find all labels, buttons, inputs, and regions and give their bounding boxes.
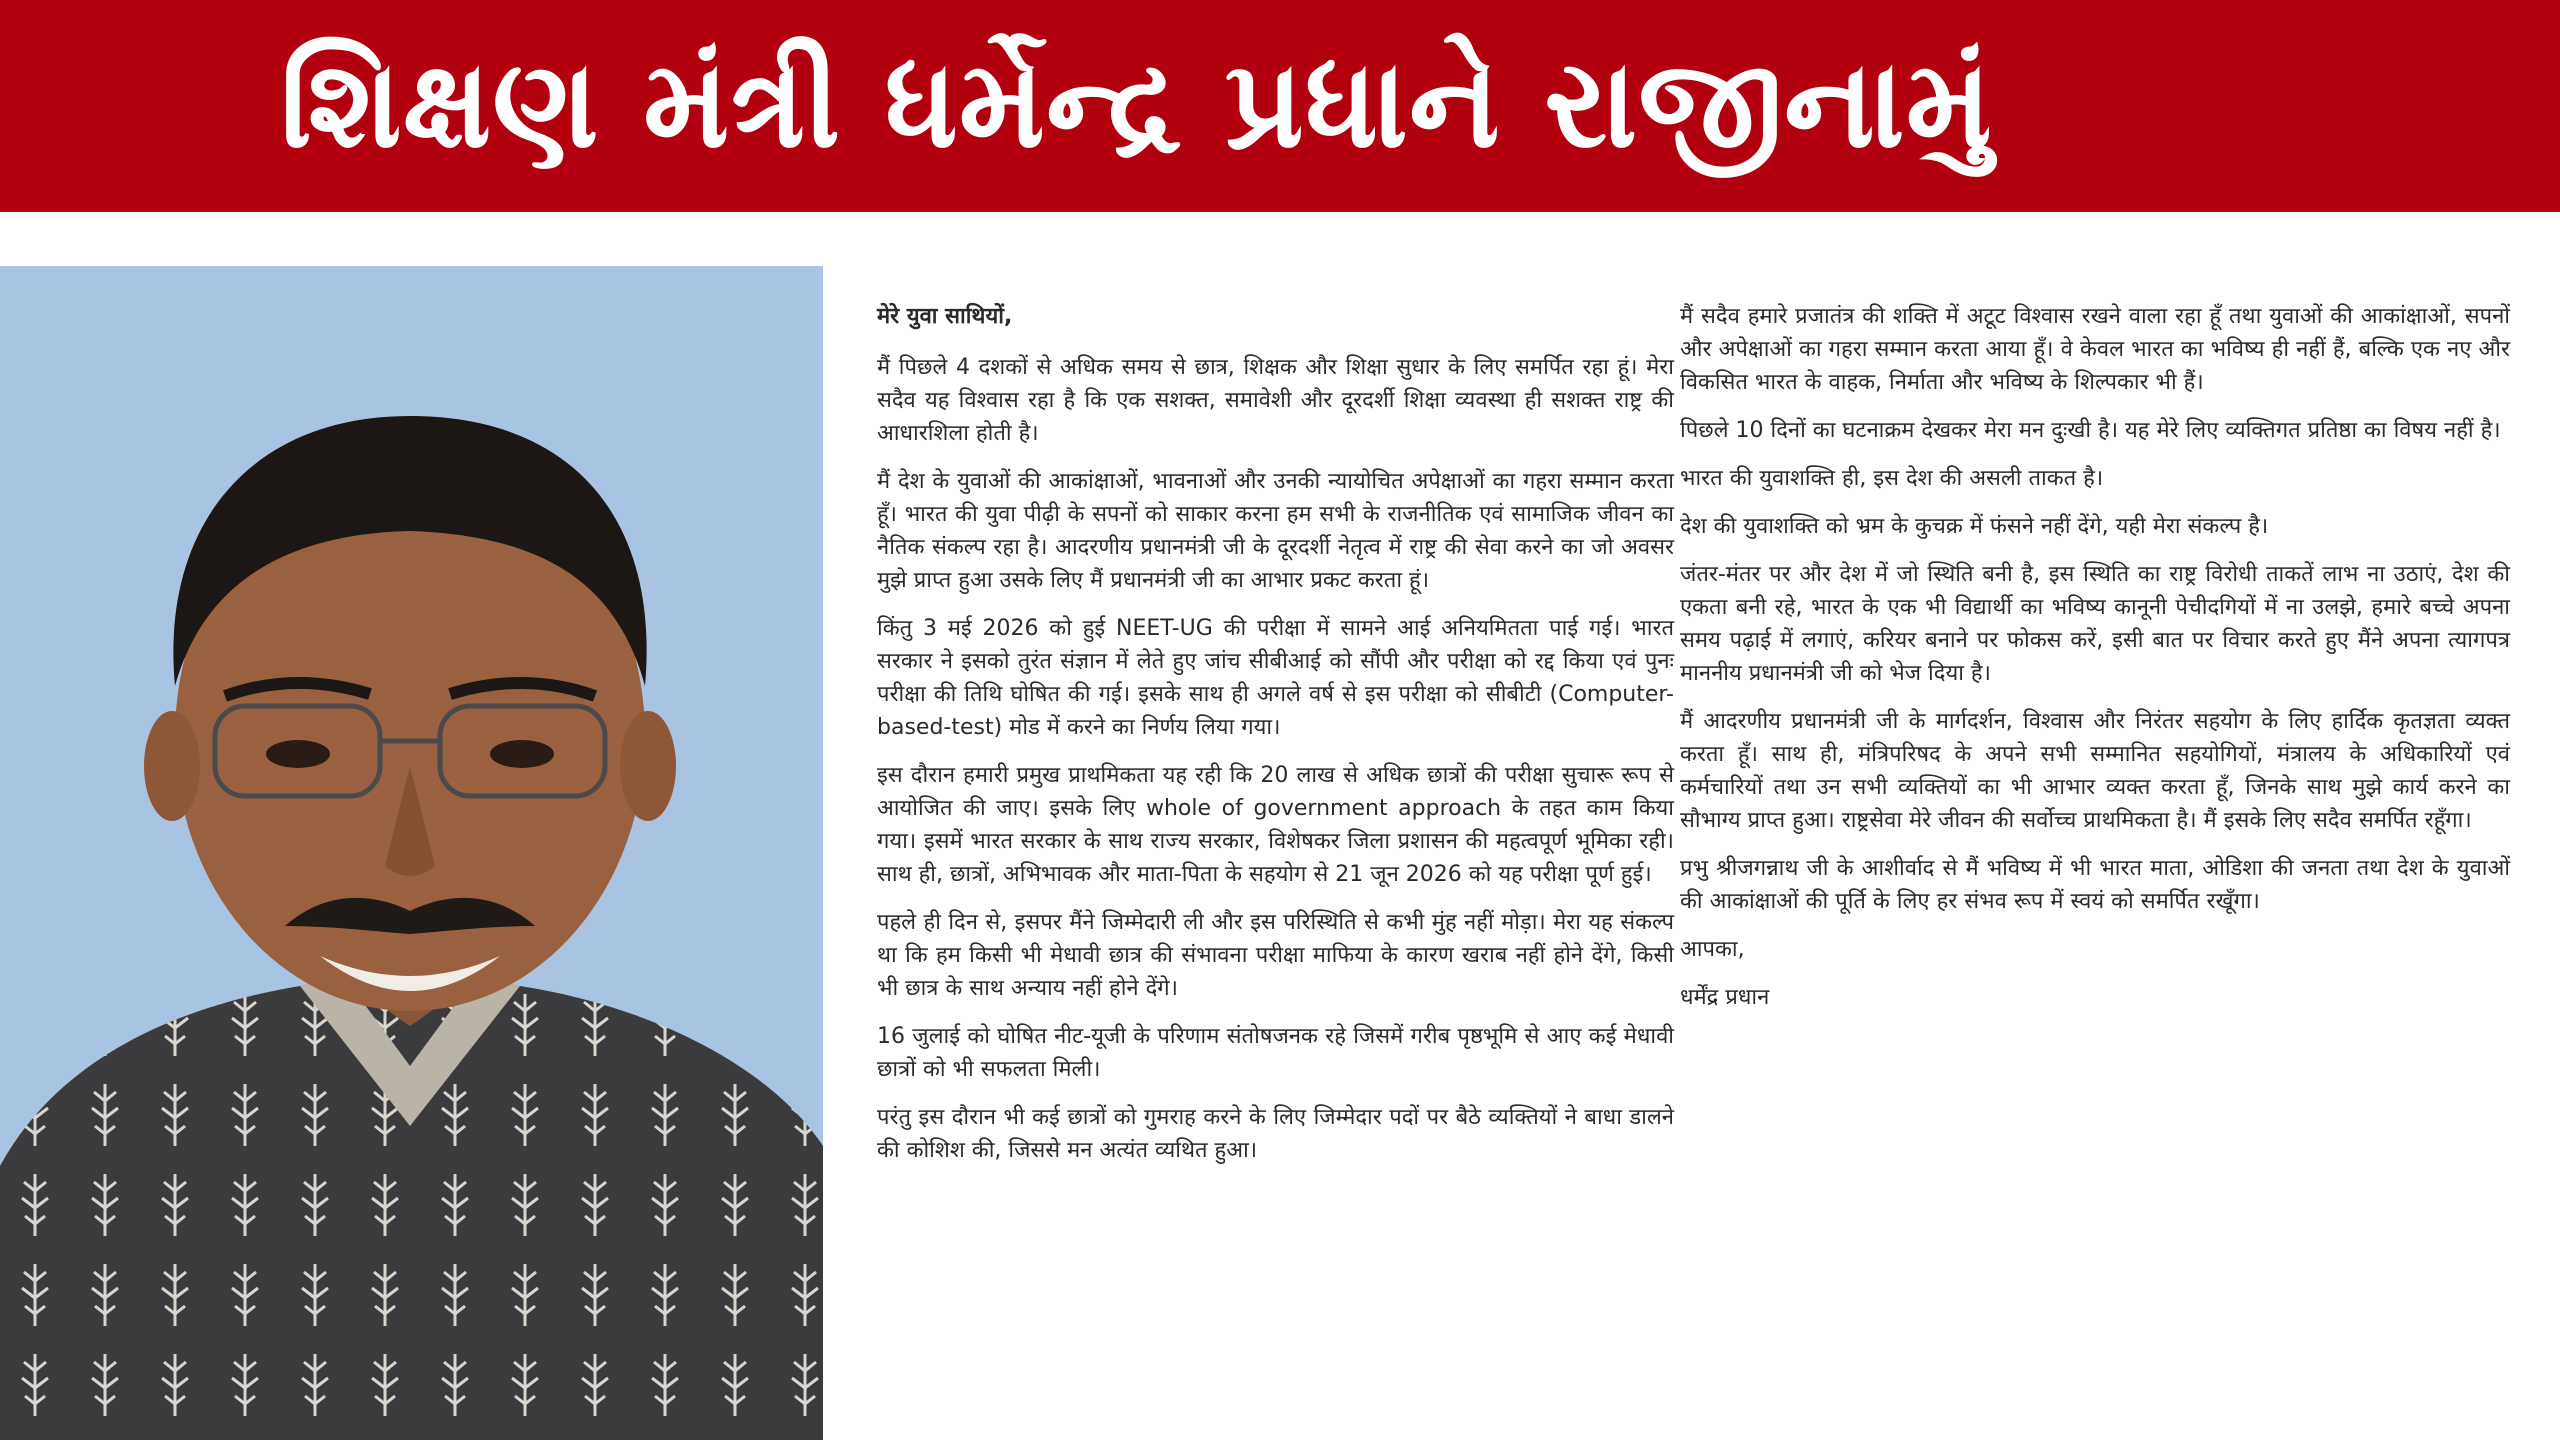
letter-paragraph: मैं पिछले 4 दशकों से अधिक समय से छात्र, शिक्षक और शिक्षा सुधार के लिए समर्पित रहा हूं। मेरा सदैव यह विश्वास रहा है कि एक सशक्त, समावेशी और दूरदर्शी शिक्षा व्यवस्था ही सशक्त राष्ट्र की आधारशिला होती है।	[877, 355, 1674, 446]
letter-signature: धर्मेंद्र प्रधान	[1680, 985, 1770, 1010]
letter-paragraph: मैं देश के युवाओं की आकांक्षाओं, भावनाओं और उनकी न्यायोचित अपेक्षाओं का गहरा सम्मान करता हूँ। भारत की युवा पीढ़ी के सपनों को साकार करना हम सभी के राजनीतिक एवं सामाजिक जीवन का नैतिक संकल्प रहा है। आदरणीय प्रधानमंत्री जी के दूरदर्शी नेतृत्व में राष्ट्र की सेवा करने का जो अवसर मुझे प्राप्त हुआ उसके लिए मैं प्रधानमंत्री जी का आभार प्रकट करता हूं।	[877, 469, 1674, 593]
letter-paragraph: किंतु 3 मई 2026 को हुई NEET-UG की परीक्षा में सामने आई अनियमितता पाई गई। भारत सरकार ने इसको तुरंत संज्ञान में लेते हुए जांच सीबीआई को सौंपी और परीक्षा को रद्द किया एवं पुनः परीक्षा की तिथि घोषित की गई। इसके साथ ही अगले वर्ष से इस परीक्षा को सीबीटी (Computer-based-test) मोड में करने का निर्णय लिया गया।	[877, 616, 1674, 740]
letter-paragraph: मैं सदैव हमारे प्रजातंत्र की शक्ति में अटूट विश्वास रखने वाला रहा हूँ तथा युवाओं की आकांक्षाओं, सपनों और अपेक्षाओं का गहरा सम्मान करता आया हूँ। वे केवल भारत का भविष्य ही नहीं हैं, बल्कि एक नए और विकसित भारत के वाहक, निर्माता और भविष्य के शिल्पकार भी हैं।	[1680, 304, 2510, 395]
letter-paragraph: इस दौरान हमारी प्रमुख प्राथमिकता यह रही कि 20 लाख से अधिक छात्रों की परीक्षा सुचारू रूप से आयोजित की जाए। इसके लिए whole of government approach के तहत काम किया गया। इसमें भारत सरकार के साथ राज्य सरकार, विशेषकर जिला प्रशासन की महत्वपूर्ण भूमिका रही। साथ ही, छात्रों, अभिभावक और माता-पिता के सहयोग से 21 जून 2026 को यह परीक्षा पूर्ण हुई।	[877, 763, 1674, 887]
letter-paragraph: प्रभु श्रीजगन्नाथ जी के आशीर्वाद से मैं भविष्य में भी भारत माता, ओडिशा की जनता तथा देश के युवाओं की आकांक्षाओं की पूर्ति के लिए हर संभव रूप में स्वयं को समर्पित रखूँगा।	[1680, 856, 2510, 914]
letter-left-column	[877, 300, 1674, 1182]
letter-paragraph: पहले ही दिन से, इसपर मैंने जिम्मेदारी ली और इस परिस्थिति से कभी मुंह नहीं मोड़ा। मेरा यह संकल्प था कि हम किसी भी मेधावी छात्र की संभावना परीक्षा माफिया के कारण खराब नहीं होने देंगे, किसी भी छात्र के साथ अन्याय नहीं होने देंगे।	[877, 910, 1674, 1001]
title-banner	[0, 0, 2560, 212]
letter-right-column	[1680, 300, 2510, 1029]
headline: શિક્ષણ મંત્રી ધર્મેન્દ્ર પ્રધાને રાજીનામું	[280, 33, 1993, 175]
letter-closing: आपका,	[1680, 937, 1745, 962]
letter-paragraph: जंतर-मंतर पर और देश में जो स्थिति बनी है, इस स्थिति का राष्ट्र विरोधी ताकतें लाभ ना उठाएं, देश की एकता बनी रहे, भारत के एक भी विद्यार्थी का भविष्य कानूनी पेचीदगियों में ना उलझे, हमारे बच्चे अपना समय पढ़ाई में लगाएं, करियर बनाने पर फोकस करें, इसी बात पर विचार करते हुए मैंने अपना त्यागपत्र माननीय प्रधानमंत्री जी को भेज दिया है।	[1680, 562, 2510, 686]
letter-paragraph: पिछले 10 दिनों का घटनाक्रम देखकर मेरा मन दुःखी है। यह मेरे लिए व्यक्तिगत प्रतिष्ठा का विषय नहीं है।	[1680, 418, 2501, 443]
letter-paragraph: मैं आदरणीय प्रधानमंत्री जी के मार्गदर्शन, विश्वास और निरंतर सहयोग के लिए हार्दिक कृतज्ञता व्यक्त करता हूँ। साथ ही, मंत्रिपरिषद के अपने सभी सम्मानित सहयोगियों, मंत्रालय के अधिकारियों एवं कर्मचारियों तथा उन सभी व्यक्तियों का भी आभार व्यक्त करता हूँ, जिनके साथ मुझे कार्य करने का सौभाग्य प्राप्त हुआ। राष्ट्रसेवा मेरे जीवन की सर्वोच्च प्राथमिकता है। मैं इसके लिए सदैव समर्पित रहूँगा।	[1680, 709, 2510, 833]
portrait-photo	[0, 266, 823, 1440]
letter-paragraph: भारत की युवाशक्ति ही, इस देश की असली ताकत है।	[1680, 466, 2104, 491]
letter-paragraph: परंतु इस दौरान भी कई छात्रों को गुमराह करने के लिए जिम्मेदार पदों पर बैठे व्यक्तियों ने बाधा डालने की कोशिश की, जिससे मन अत्यंत व्यथित हुआ।	[877, 1105, 1674, 1163]
portrait-illustration	[0, 266, 823, 1440]
letter-paragraph: देश की युवाशक्ति को भ्रम के कुचक्र में फंसने नहीं देंगे, यही मेरा संकल्प है।	[1680, 514, 2269, 539]
letter-greeting: मेरे युवा साथियों,	[877, 304, 1013, 329]
letter-paragraph: 16 जुलाई को घोषित नीट-यूजी के परिणाम संतोषजनक रहे जिसमें गरीब पृष्ठभूमि से आए कई मेधावी छात्रों को भी सफलता मिली।	[877, 1024, 1674, 1082]
